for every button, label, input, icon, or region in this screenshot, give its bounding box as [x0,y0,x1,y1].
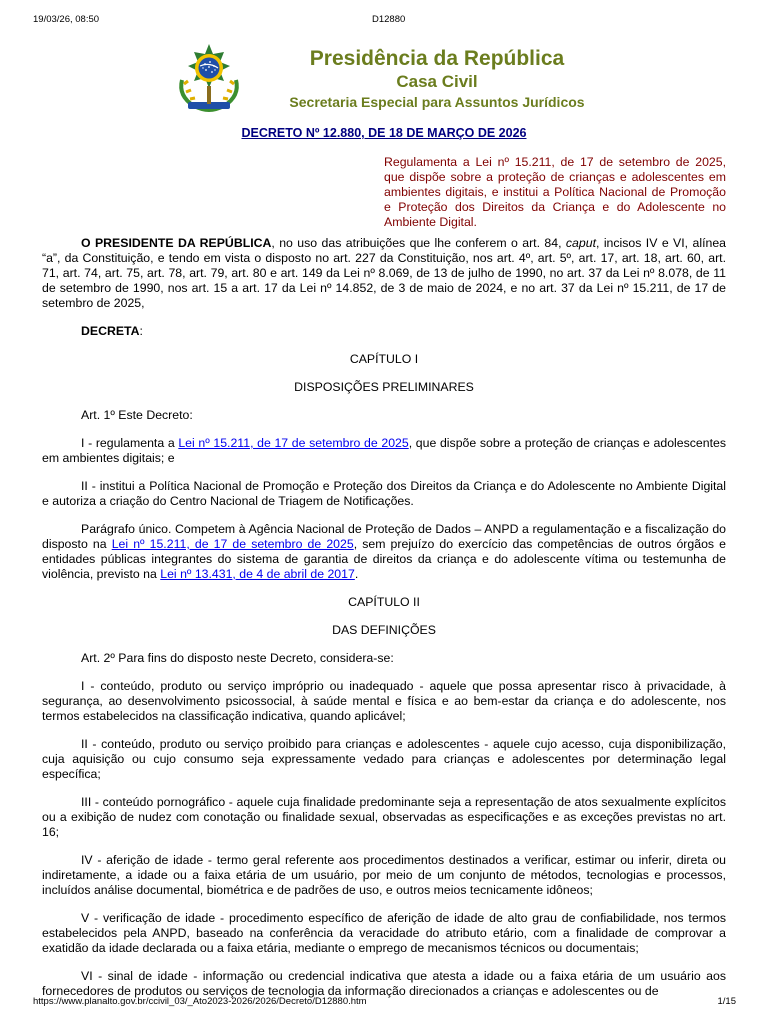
art-2-item-iv: IV - aferição de idade - termo geral referente aos procedimentos destinados a verificar, estimar ou inferir, direta ou indiretamente, a idade ou a faixa etária de um usuário, por meio de um conjunto de métodos, tecnologias e processos, incluídos análise documental, biométrica e de padrões de uso, e outros meios tecnicamente idôneos; [42,853,726,897]
lei-15211-link-2[interactable]: Lei nº 15.211, de 17 de setembro de 2025 [111,537,354,551]
print-url: https://www.planalto.gov.br/ccivil_03/_Ato2023-2026/2026/Decreto/D12880.htm [33,996,367,1007]
art-1-paragraph-pre: Parágrafo único. Competem à Agência Nacional de Proteção de Dados – ANPD a regulamentação e a fiscalização do disposto na [42,522,726,551]
art-2-item-i: I - conteúdo, produto ou serviço impróprio ou inadequado - aquele que possa apresentar risco à privacidade, à segurança, ao desenvolvimento psicossocial, à saúde mental e física e ao bem-estar da criança e do adolescente, nos termos estabelecidos na classificação indicativa, quando aplicável; [42,679,726,723]
art-1-paragraph-post: . [354,567,359,581]
print-date: 19/03/26, 08:50 [33,14,100,25]
decreta-bold: DECRETA [81,324,140,338]
masthead-secretariat: Secretaria Especial para Assuntos Jurídicos [289,94,585,110]
masthead-casa-civil: Casa Civil [396,72,478,91]
art-1-item-i-pre: I - regulamenta a [81,436,179,450]
art-1-paragraph [42,522,726,582]
masthead [0,40,768,120]
print-title: D12880 [372,14,406,25]
decree-title[interactable]: DECRETO Nº 12.880, DE 18 DE MARÇO DE 2026 [241,126,527,140]
masthead-presidency: Presidência da República [309,47,565,70]
art-1-item-i-post: , que dispõe sobre a proteção de crianças e adolescentes em ambientes digitais; e [42,436,726,465]
lei-13431-link[interactable]: Lei nº 13.431, de 4 de abril de 2017 [160,567,355,581]
art-2-item-iii: III - conteúdo pornográfico - aquele cuja finalidade predominante seja a representação de atos sexualmente explícitos ou a exibição de nudez com conotação ou finalidade sexual, observadas as especificações e as exceções previstas no art. 16; [42,795,726,839]
art-1-item-i [42,436,726,466]
preamble-text-1: , no uso das atribuições que lhe conferem o art. 84, [271,236,566,250]
art-2-item-v: V - verificação de idade - procedimento específico de aferição de idade de alto grau de confiabilidade, nos termos estabelecidos pela ANPD, baseado na conferência da veracidade do atributo etário, com a finalidade de comprovar a exatidão da idade declarada ou a faixa etária, mediante o emprego de mecanismos técnicos ou documentais; [42,911,726,955]
masthead-text [252,46,622,112]
chapter-1-title: DISPOSIÇÕES PRELIMINARES [294,380,474,394]
ementa: Regulamenta a Lei nº 15.211, de 17 de setembro de 2025, que dispõe sobre a proteção de crianças e adolescentes em ambientes digitais, e institui a Política Nacional de Promoção e Proteção dos Direitos da Criança e do Adolescente no Ambiente Digital. [384,155,726,229]
decree-body [42,236,726,1012]
preamble-text-2: , incisos IV e VI, alínea “a”, da Constituição, e tendo em vista o disposto no art. 227 da Constituição, nos art. 4º, art. 5º, art. 17, art. 18, art. 60, art. 71, art. 74, art. 75, art. 78, art. 79, art. 80 e art. 149 da Lei nº 8.069, de 13 de julho de 1990, no art. 37 da Lei nº 8.078, de 11 de setembro de 1990, nos art. 15 a art. 17 da Lei nº 14.852, de 3 de maio de 2024, e no art. 37 da Lei nº 15.211, de 17 de setembro de 2025, [42,236,727,310]
print-page-number: 1/15 [717,996,736,1007]
art-2-item-ii: II - conteúdo, produto ou serviço proibido para crianças e adolescentes - aquele cujo acesso, cuja disponibilização, cuja aquisição ou cujo consumo seja expressamente vedado para crianças e adolescentes por determinação legal específica; [42,737,726,781]
lei-15211-link[interactable]: Lei nº 15.211, de 17 de setembro de 2025 [178,436,409,450]
art-2-item-vi: VI - sinal de idade - informação ou credencial indicativa que atesta a idade ou a faixa etária de um usuário aos fornecedores de produtos ou serviços de tecnologia da informação direcionados a crianças e adolescentes ou de [42,969,726,998]
chapter-1-label: CAPÍTULO I [349,352,419,366]
preamble-caput: caput [565,236,596,250]
decreta-colon: : [139,324,143,338]
print-header [0,14,768,28]
preamble-president: O PRESIDENTE DA REPÚBLICA [81,236,272,250]
decreta [42,324,726,339]
art-2-intro: Art. 2º Para fins do disposto neste Decreto, considera-se: [81,651,394,665]
print-footer [0,996,768,1010]
preamble [42,236,726,311]
art-1-paragraph-mid: , sem prejuízo do exercício das competências de outros órgãos e entidades públicas integrantes do sistema de garantia de direitos da criança e do adolescente vítima ou testemunha de violência, previsto na [42,537,727,581]
art-1-intro: Art. 1º Este Decreto: [81,408,193,422]
chapter-2-label: CAPÍTULO II [348,595,420,609]
chapter-2-title: DAS DEFINIÇÕES [332,623,436,637]
coat-of-arms-icon [172,40,246,114]
art-1-item-ii: II - institui a Política Nacional de Promoção e Proteção dos Direitos da Criança e do Adolescente no Ambiente Digital e autoriza a criação do Centro Nacional de Triagem de Notificações. [42,479,726,508]
